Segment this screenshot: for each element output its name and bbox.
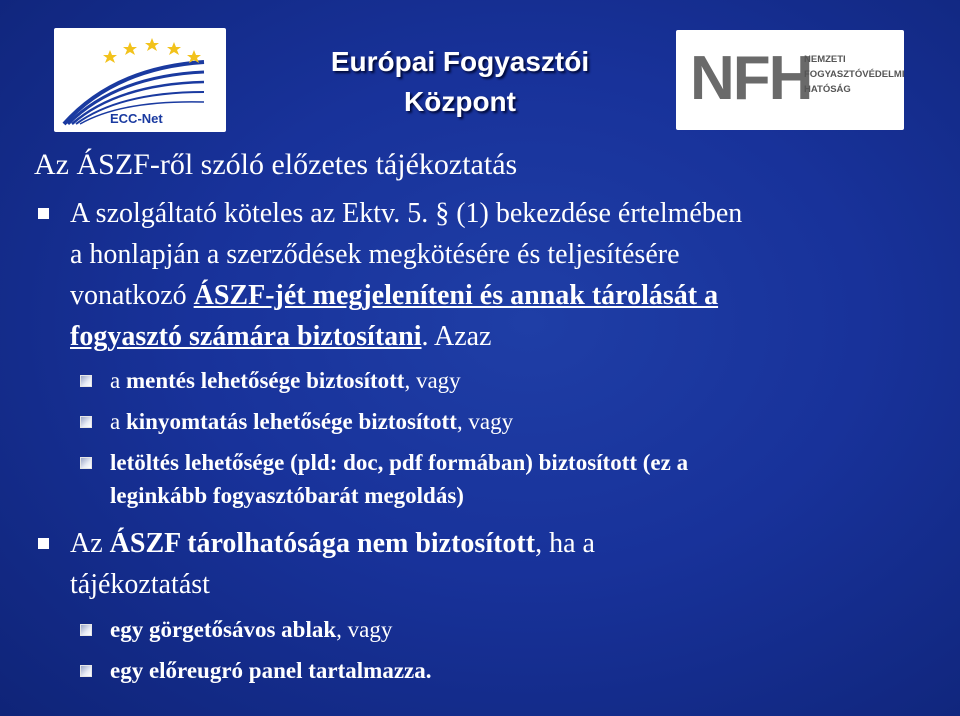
list2-item-1-post: , vagy bbox=[336, 617, 393, 642]
slide-title bbox=[260, 42, 660, 122]
paragraph-2-pre: Az bbox=[70, 528, 110, 559]
nfh-org-name bbox=[804, 52, 905, 97]
sub-bullet-icon bbox=[80, 665, 92, 677]
sub-bullet-icon bbox=[80, 416, 92, 428]
list1-item-1-post: , vagy bbox=[404, 368, 461, 393]
paragraph-2 bbox=[70, 523, 595, 605]
list1-item-3-line-1: letöltés lehetősége (pld: doc, pdf formában) biztosított (ez a bbox=[110, 450, 689, 475]
nfh-line-3: HATÓSÁG bbox=[804, 84, 851, 95]
list1-item-1-bold: mentés lehetősége biztosított bbox=[125, 368, 405, 393]
title-line-2: Központ bbox=[404, 86, 516, 117]
paragraph-2-bold: ÁSZF tárolhatósága nem biztosított bbox=[109, 528, 536, 559]
paragraph-2-line-1 bbox=[70, 523, 595, 564]
list1-item-2-post: , vagy bbox=[456, 409, 514, 434]
paragraph-1 bbox=[70, 193, 742, 357]
paragraph-1-line-4-rest: . Azaz bbox=[421, 321, 492, 352]
slide-subtitle: Az ÁSZF-ről szóló előzetes tájékoztatás bbox=[34, 148, 518, 181]
paragraph-1-line-3 bbox=[70, 275, 742, 316]
nfh-line-2: FOGYASZTÓVÉDELMI bbox=[804, 69, 905, 80]
list1-item-1-pre: a bbox=[110, 368, 126, 393]
list2-item-1 bbox=[110, 613, 392, 646]
paragraph-1-line-3-bold: ÁSZF-jét megjeleníteni és annak tárolását a bbox=[193, 280, 719, 311]
ecc-net-label: ECC-Net bbox=[110, 111, 163, 126]
list1-item-2 bbox=[110, 405, 513, 438]
paragraph-1-line-2: a honlapján a szerződések megkötésére és teljesítésére bbox=[70, 239, 680, 270]
paragraph-1-line-4 bbox=[70, 316, 742, 357]
list1-item-2-bold: kinyomtatás lehetősége biztosított bbox=[125, 409, 457, 434]
title-line-1: Európai Fogyasztói bbox=[330, 46, 590, 77]
nfh-line-1: NEMZETI bbox=[804, 54, 846, 65]
bullet-square-icon bbox=[38, 538, 49, 549]
paragraph-1-line-1: A szolgáltató köteles az Ektv. 5. § (1) bekezdése értelmében bbox=[70, 198, 743, 229]
nfh-letters: NFH bbox=[690, 44, 812, 113]
paragraph-1-line-3-plain: vonatkozó bbox=[70, 280, 194, 311]
sub-bullet-icon bbox=[80, 457, 92, 469]
list2-item-2 bbox=[110, 654, 431, 687]
list1-item-2-pre: a bbox=[110, 409, 126, 434]
list2-item-1-bold: egy görgetősávos ablak bbox=[110, 617, 337, 642]
sub-bullet-icon bbox=[80, 624, 92, 636]
sub-bullet-icon bbox=[80, 375, 92, 387]
list2-item-2-bold: egy előreugró panel tartalmazza. bbox=[110, 658, 432, 683]
list1-item-1 bbox=[110, 364, 461, 397]
paragraph-1-line-4-bold: fogyasztó számára biztosítani bbox=[70, 321, 422, 352]
nfh-logo bbox=[676, 30, 904, 130]
bullet-square-icon bbox=[38, 208, 49, 219]
paragraph-2-post: , ha a bbox=[535, 528, 595, 559]
ecc-net-logo bbox=[54, 28, 226, 132]
paragraph-2-line-2: tájékoztatást bbox=[70, 569, 210, 600]
list1-item-3 bbox=[110, 446, 688, 512]
list1-item-3-line-2: leginkább fogyasztóbarát megoldás) bbox=[110, 483, 464, 508]
